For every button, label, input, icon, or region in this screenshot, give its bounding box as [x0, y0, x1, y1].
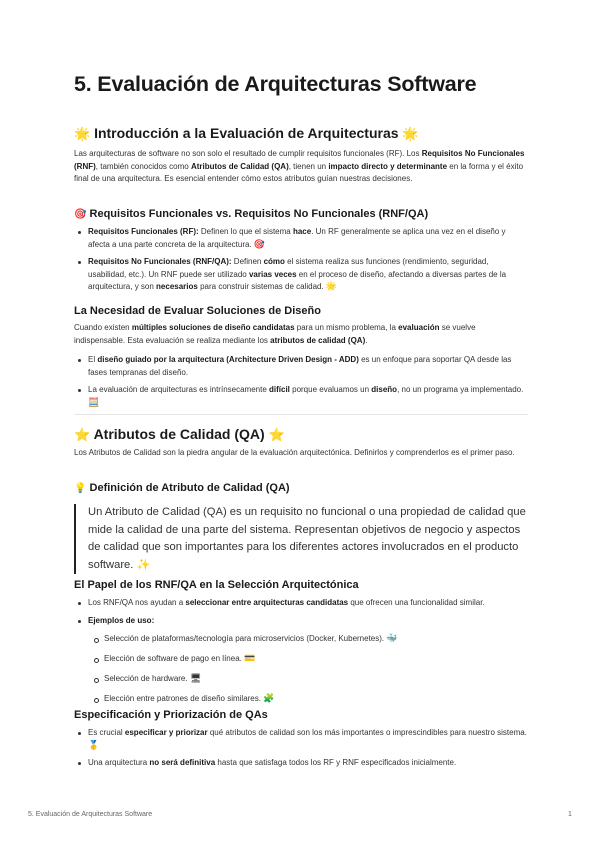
list-item: El diseño guiado por la arquitectura (Architecture Driven Design - ADD) es un enfoque para soportar QA desde las fases tempranas del diseño.	[74, 354, 528, 379]
page-title: 5. Evaluación de Arquitecturas Software	[74, 72, 477, 96]
list-item: Selección de hardware. 🖥	[90, 673, 528, 686]
list-item: Es crucial especificar y priorizar qué atributos de calidad son los más importantes o imprescindibles para nuestro sistema. 🥇	[74, 727, 528, 752]
star-icon: ⭐	[268, 427, 285, 442]
necesidad-heading: La Necesidad de Evaluar Soluciones de Diseño	[74, 305, 321, 317]
especificacion-heading: Especificación y Priorización de QAs	[74, 709, 268, 721]
rf-rnf-heading	[74, 208, 528, 220]
list-item: La evaluación de arquitecturas es intrínsecamente difícil porque evaluamos un diseño, no un programa ya implementado. 🧮	[74, 384, 528, 409]
credit-card-icon: 💳	[244, 653, 256, 663]
necesidad-list-2	[74, 384, 528, 409]
computer-icon: 🖥	[189, 673, 202, 683]
list-item: Una arquitectura no será definitiva hasta que satisfaga todos los RF y RNF especificados inicialmente.	[74, 757, 528, 770]
lightbulb-icon: 💡	[74, 483, 87, 494]
atributos-heading	[74, 426, 528, 442]
medal-icon: 🥇	[88, 739, 100, 750]
rf-rnf-list	[74, 226, 528, 251]
target-icon: 🎯	[74, 209, 87, 220]
especificacion-list	[74, 727, 528, 752]
footer-page-number: 1	[568, 811, 572, 818]
papel-list	[74, 597, 528, 610]
list-item: Elección de software de pago en línea. 💳	[90, 653, 528, 666]
section-divider	[74, 414, 528, 415]
star-icon: ⭐	[74, 427, 91, 442]
list-item: Requisitos Funcionales (RF): Definen lo que el sistema hace. Un RF generalmente se aplica una vez en el diseño y afecta a una parte concreta de la arquitectura. 🎯	[74, 226, 528, 251]
whale-icon: 🐳	[386, 633, 398, 643]
intro-heading-text: Introducción a la Evaluación de Arquitecturas	[94, 125, 399, 141]
necesidad-paragraph: Cuando existen múltiples soluciones de diseño candidatas para un mismo problema, la evaluación se vuelve indispensable. Esta evaluación se realiza mediante los atributos de calidad (QA).	[74, 323, 476, 345]
intro-heading	[74, 125, 528, 141]
list-item: Elección entre patrones de diseño similares. 🧩	[90, 693, 528, 706]
list-item: Los RNF/QA nos ayudan a seleccionar entre arquitecturas candidatas que ofrecen una funcionalidad similar.	[74, 597, 528, 610]
atributos-paragraph: Los Atributos de Calidad son la piedra angular de la evaluación arquitectónica. Definirlos y comprenderlos es el primer paso.	[74, 448, 515, 457]
papel-heading: El Papel de los RNF/QA en la Selección Arquitectónica	[74, 579, 359, 591]
list-item: Requisitos No Funcionales (RNF/QA): Definen cómo el sistema realiza sus funciones (rendimiento, seguridad, usabilidad, etc.). Un RNF puede ser utilizado varias veces en el proceso de diseño, afectando a diversas partes de la arquitectura, y son necesarios para construir sistemas de calidad. 🌟	[74, 256, 528, 294]
definicion-heading	[74, 482, 528, 494]
especificacion-list-2	[74, 757, 528, 770]
footer-title: 5. Evaluación de Arquitecturas Software	[28, 811, 153, 818]
target-icon: 🎯	[253, 238, 266, 249]
sparkle-icon: 🌟	[325, 281, 338, 291]
definicion-heading-text: Definición de Atributo de Calidad (QA)	[89, 482, 290, 494]
definition-quote: Un Atributo de Calidad (QA) es un requisito no funcional o una propiedad de calidad que mide la calidad de una parte del sistema. Representan objetivos de negocio y aspectos de calidad que son importantes para los diferentes actores involucrados en el producto software. ✨	[74, 504, 530, 574]
sparkle-icon: 🌟	[74, 126, 91, 141]
intro-paragraph: Las arquitecturas de software no son solo el resultado de cumplir requisitos funcionales (RF). Los Requisitos No Funcionales (RNF), también conocidos como Atributos de Calidad (QA), tienen un impacto directo y determinante en la forma y el éxito final de una arquitectura. Es esencial entender cómo estos atributos guían nuestras decisiones.	[74, 149, 525, 183]
sparkle-icon: 🌟	[402, 126, 419, 141]
necesidad-list	[74, 354, 528, 379]
ejemplos-sublist	[90, 633, 528, 706]
sparkle-icon: ✨	[136, 558, 151, 571]
abacus-icon: 🧮	[88, 396, 100, 407]
list-item: Selección de plataformas/tecnología para microservicios (Docker, Kubernetes). 🐳	[90, 633, 528, 646]
list-item: Ejemplos de uso:	[74, 615, 528, 628]
puzzle-icon: 🧩	[263, 693, 275, 703]
rf-rnf-list-2	[74, 256, 528, 294]
atributos-heading-text: Atributos de Calidad (QA)	[93, 426, 265, 442]
papel-list-2	[74, 615, 528, 628]
rf-rnf-heading-text: Requisitos Funcionales vs. Requisitos No Funcionales (RNF/QA)	[89, 208, 429, 220]
